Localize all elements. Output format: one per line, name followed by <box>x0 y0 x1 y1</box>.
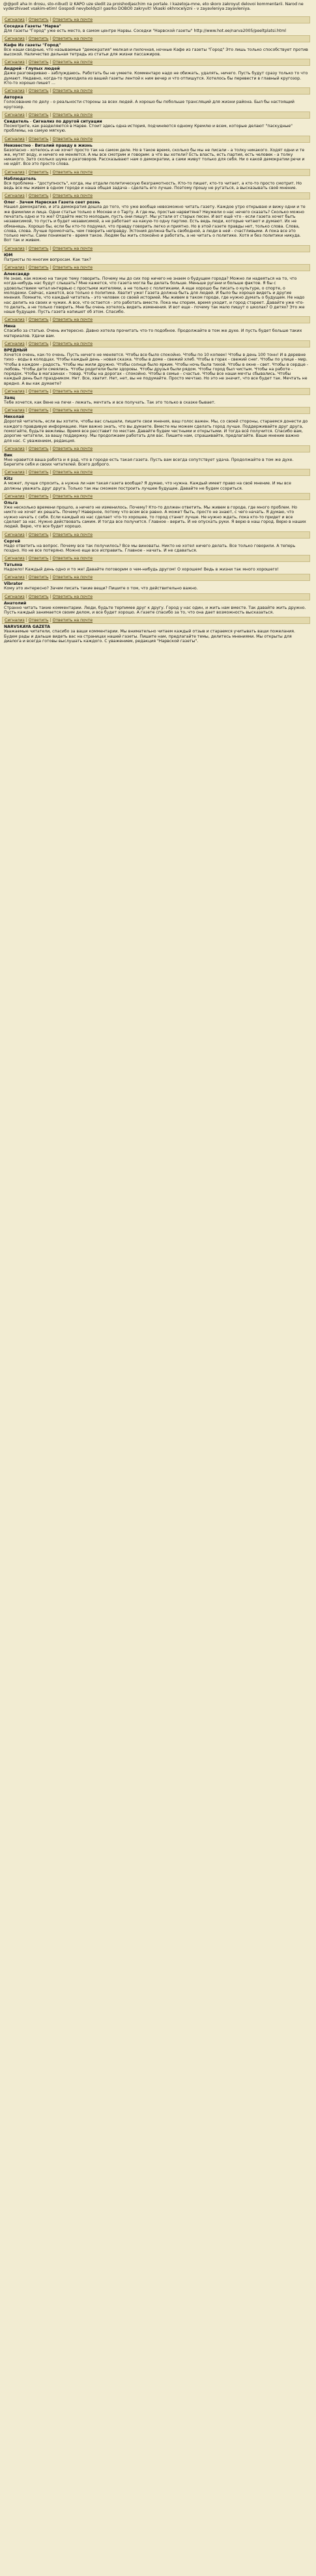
comment-action-bar <box>2 388 310 395</box>
separator: | <box>48 194 53 199</box>
reply-by-mail-link[interactable]: Ответить на почте <box>52 556 93 561</box>
comment-author: Vibrator <box>4 582 23 587</box>
reply-link[interactable]: Ответить <box>28 194 49 199</box>
comment <box>2 59 310 85</box>
separator: | <box>24 194 29 199</box>
separator: | <box>48 136 53 141</box>
comment-author: Авторка <box>4 95 23 100</box>
reply-by-mail-link[interactable]: Ответить на почте <box>52 246 93 251</box>
warn-link[interactable]: Сигнализ <box>5 556 25 561</box>
comment-author: Наблюдатель <box>4 176 36 181</box>
comment-text: Вся проблема - "доступность", когда, мы отдали политическую безграмотность. Кто-то пишет, кто-то читает, а кто-то просто смотрит. Но ведь все мы живем в одном городе и наша общая задача - сделать его лучше. Поэтому прошу не ругаться, а высказывать своё мнение. <box>4 181 302 191</box>
warn-link[interactable]: Сигнализ <box>5 60 25 65</box>
separator: - <box>31 143 35 148</box>
comment-text: Надо ответить на вопрос. Почему все так получилось? Все мы виноваты. Никто не хотел ничего делать. Все только говорили. А теперь поздно. Но не все потеряно. Можно еще все исправить. Главное - начать. И не сдаваться. <box>4 543 296 553</box>
comment-meta <box>2 271 310 276</box>
reply-by-mail-link[interactable]: Ответить на почте <box>52 17 93 22</box>
comment-meta <box>2 600 310 606</box>
comment-meta <box>2 562 310 567</box>
comment-text: Уже несколько времени прошло, а ничего не изменилось. Почему? Кто-то должен ответить. Мы живем в городе, где много проблем. Но никто не хочет их решать. Почему? Наверное, потому что всем все равно. А может быть, просто не знают, с чего начать. Я думаю, что нужно начать с себя. Если каждый из нас сделает что-то хорошее, то город станет лучше. Не нужно ждать, пока кто-то придет и все сделает за нас. Нужно действовать самим. И тогда все получится. Главное - верить. И не опускать руки. Я верю в наш город. Верю в наших людей. Верю, что все будет хорошо. <box>4 505 306 529</box>
separator: | <box>48 60 53 65</box>
reply-link[interactable]: Ответить <box>28 594 49 599</box>
comment-action-bar <box>2 16 310 23</box>
comment-subject: Зачем Нарвская Газета сеет рознь <box>19 200 100 205</box>
warn-link[interactable]: Сигнализ <box>5 470 25 475</box>
comment-text: Надоело! Каждый день одно и то же! Давайте поговорим о чем-нибудь другом! О хорошем! Ведь в жизни так много хорошего! <box>4 567 279 572</box>
comment-action-bar <box>2 316 310 323</box>
comment-text: Хочется очень, как-то очень. Пусть ничего не меняется. Чтобы все было спокойно. Чтобы по 10 копеек! Чтобы в день 100 тонн! И в деревне тихо - воды в колодцах. Чтобы каждый день - новая сказка. Чтобы в доме - свежий хлеб. Чтобы в горах - свежий снег. Чтобы по улице - мир. Чтобы в каждом - радость. Чтобы мы жили дружно. Чтобы солнце было ярким. Чтобы ночь была тихой. Чтобы в окне - свет. Чтобы в сердце - любовь. Чтобы дети смеялись. Чтобы родители были здоровы. Чтобы друзья были рядом. Чтобы город был чистым. Чтобы на работе - порядок. Чтобы в магазинах - товар. Чтобы на дорогах - спокойно. Чтобы в семье - счастье. Чтобы все наши мечты сбывались. Чтобы каждый день был праздником. Нет. Все, хватит. Нет, нет, вы не подумайте. Просто мечтаю. Но это не значит, что все будет так. Мечтать не вредно. А вы как думаете? <box>4 352 308 386</box>
comment-author: Сергей <box>4 539 20 544</box>
separator: | <box>24 389 29 394</box>
comment-text: Странно читать такие комментарии. Люди, будьте терпимее друг к другу. Город у нас один, и жить нам вместе. Так давайте жить дружно. Пусть каждый занимается своим делом, и все будет хорошо. А газете спасибо за то, что она дает возможность высказаться. <box>4 605 306 615</box>
reply-link[interactable]: Ответить <box>28 494 49 499</box>
comment-action-bar <box>2 136 310 143</box>
separator: | <box>24 594 29 599</box>
comment-text: Посмотрите, как разделяются в Нарве. Стоит здесь одна история, подчиняются одному Кремлю и всем, которые делают "паскудные" проблемы, на самую мягкую. <box>4 123 293 134</box>
comment <box>2 531 310 554</box>
separator: | <box>48 408 53 413</box>
comment-author: ВРЕДНЫЙ <box>4 348 27 353</box>
comment-text: Для газеты "Город" уже есть место, в самом центре Нарвы. Соседки "Нарвской газеты" http://www.hot.ee/narva2005/peeltplatsi.html <box>4 28 286 33</box>
comment-text: А может, лучше спросить, а нужна ли нам такая газета вообще? Я думаю, что нужна. Каждый имеет право на своё мнение. И мы все должны уважать друг друга. Только так мы сможем построить лучшее будущее. Давайте не будем ссориться. <box>4 481 291 491</box>
reply-by-mail-link[interactable]: Ответить на почте <box>52 136 93 141</box>
comment-text: Все наши сводные, что называемые "демократия" мелкая и пилочная, ночные Кафе из газеты "Город" Это лишь только способствует против высокой. Наличество дельная тетрадь из статьи для жизни пассажиров. <box>4 47 308 57</box>
comment-subject: Виталий правду в жизнь <box>35 143 93 148</box>
comment-action-bar <box>2 407 310 414</box>
reply-link[interactable]: Ответить <box>28 556 49 561</box>
reply-link[interactable]: Ответить <box>28 341 49 346</box>
reply-link[interactable]: Ответить <box>28 265 49 271</box>
separator: | <box>24 170 29 175</box>
reply-link[interactable]: Ответить <box>28 246 49 251</box>
reply-by-mail-link[interactable]: Ответить на почте <box>52 446 93 451</box>
comment <box>2 35 310 57</box>
separator: | <box>48 618 53 623</box>
reply-link[interactable]: Ответить <box>28 408 49 413</box>
comment-meta <box>2 539 310 544</box>
warn-link[interactable]: Сигнализ <box>5 170 25 175</box>
separator: | <box>24 341 29 346</box>
comment-action-bar <box>2 445 310 452</box>
warn-link[interactable]: Сигнализ <box>5 408 25 413</box>
reply-link[interactable]: Ответить <box>28 17 49 22</box>
reply-link[interactable]: Ответить <box>28 36 49 41</box>
comment <box>2 16 310 33</box>
separator: | <box>48 594 53 599</box>
comment-list <box>2 16 310 644</box>
comment-action-bar <box>2 593 310 600</box>
comment-author: NARVSKAYA GAZETA <box>4 625 50 630</box>
separator: | <box>48 341 53 346</box>
comment-text: Мне нравится ваша работа и я рад, что в городе есть такая газета. Пусть вам всегда сопутствует удача. Продолжайте в том же духе. Берегите себя и своих читателей. Всего доброго. <box>4 457 294 467</box>
comment-action-bar <box>2 574 310 581</box>
comment-text: Тебе хочется, как Вене на печи - лежать, мечтать и все получать. Так это только в сказке бывает. <box>4 400 216 406</box>
comment-meta <box>2 119 310 124</box>
separator: | <box>48 318 53 323</box>
comment-author: Вик <box>4 452 13 458</box>
reply-by-mail-link[interactable]: Ответить на почте <box>52 170 93 175</box>
comment-meta <box>2 42 310 48</box>
warn-link[interactable]: Сигнализ <box>5 17 25 22</box>
comment-author: Татьяна <box>4 563 23 568</box>
separator: | <box>48 36 53 41</box>
separator: | <box>24 136 29 141</box>
comment-subject: Сигнализ по другой ситуации <box>33 119 102 124</box>
separator: | <box>24 246 29 251</box>
warn-link[interactable]: Сигнализ <box>5 136 25 141</box>
comment-subject: Глупых людей <box>25 67 60 72</box>
separator: | <box>48 265 53 271</box>
comment <box>2 192 310 243</box>
comment-author: Свидетель <box>4 119 29 124</box>
separator: | <box>48 575 53 580</box>
warn-link[interactable]: Сигнализ <box>5 532 25 537</box>
comment-action-bar <box>2 245 310 252</box>
reply-by-mail-link[interactable]: Ответить на почте <box>52 389 93 394</box>
comment <box>2 388 310 405</box>
separator: | <box>48 446 53 451</box>
reply-by-mail-link[interactable]: Ответить на почте <box>52 408 93 413</box>
separator: | <box>24 575 29 580</box>
comment-action-bar <box>2 493 310 500</box>
reply-link[interactable]: Ответить <box>28 136 49 141</box>
reply-by-mail-link[interactable]: Ответить на почте <box>52 265 93 271</box>
comment-meta <box>2 348 310 353</box>
comment <box>2 87 310 110</box>
separator: - <box>29 119 33 124</box>
comment <box>2 136 310 167</box>
separator: | <box>24 17 29 22</box>
reply-link[interactable]: Ответить <box>28 532 49 537</box>
separator: | <box>48 246 53 251</box>
reply-link[interactable]: Ответить <box>28 318 49 323</box>
reply-link[interactable]: Ответить <box>28 60 49 65</box>
warn-link[interactable]: Сигнализ <box>5 246 25 251</box>
comment <box>2 111 310 134</box>
reply-by-mail-link[interactable]: Ответить на почте <box>52 470 93 475</box>
warn-link[interactable]: Сигнализ <box>5 389 25 394</box>
warn-link[interactable]: Сигнализ <box>5 194 25 199</box>
warn-link[interactable]: Сигнализ <box>5 36 25 41</box>
comment <box>2 469 310 491</box>
comment-text: Дорогой читатель, если вы хотите, чтобы вас слышали, пишите свои мнения, ваш голос важен. Мы, со своей стороны, стараемся донести до каждого правдивую информацию. Нам важно знать, что вы думаете. Вместе мы можем сделать город лучше. Поддерживайте друг друга, помогайте, будьте вежливы. Время все расставит по местам. Давайте будем честными и открытыми. И тогда всё получится. Спасибо вам, дорогие читатели, за вашу поддержку. Мы продолжаем работать для вас. Пишите нам, спрашивайте, предлагайте. Ваше мнение важно для нас. С уважением, редакция. <box>4 419 308 443</box>
comment-author: Нина <box>4 324 16 329</box>
separator: | <box>24 89 29 94</box>
separator: | <box>24 494 29 499</box>
separator: | <box>24 408 29 413</box>
separator: | <box>48 389 53 394</box>
separator: | <box>48 17 53 22</box>
comment-meta <box>2 23 310 29</box>
comment-action-bar <box>2 555 310 562</box>
reply-link[interactable]: Ответить <box>28 575 49 580</box>
reply-by-mail-link[interactable]: Ответить на почте <box>52 532 93 537</box>
warn-link[interactable]: Сигнализ <box>5 112 25 117</box>
comment <box>2 407 310 443</box>
comment <box>2 617 310 644</box>
comment-meta <box>2 452 310 458</box>
reply-by-mail-link[interactable]: Ответить на почте <box>52 575 93 580</box>
reply-link[interactable]: Ответить <box>28 112 49 117</box>
reply-link[interactable]: Ответить <box>28 446 49 451</box>
reply-by-mail-link[interactable]: Ответить на почте <box>52 618 93 623</box>
warn-link[interactable]: Сигнализ <box>5 494 25 499</box>
comment-meta <box>2 500 310 505</box>
comment-action-bar <box>2 169 310 176</box>
separator: - <box>15 200 20 205</box>
separator: | <box>24 36 29 41</box>
comment <box>2 593 310 615</box>
comment-author: Kitz <box>4 477 13 482</box>
reply-link[interactable]: Ответить <box>28 170 49 175</box>
reply-by-mail-link[interactable]: Ответить на почте <box>52 60 93 65</box>
comment-action-bar <box>2 59 310 66</box>
warn-link[interactable]: Сигнализ <box>5 265 25 271</box>
comment-author: ЮМ <box>4 252 13 258</box>
comment-action-bar <box>2 469 310 476</box>
comment-action-bar <box>2 264 310 271</box>
comment-author: Андрей <box>4 67 22 72</box>
comment-text: Даже разговариваю - заблуждаюсь. Работать бы не умеете. Комментаро надо не обижать, удалять, ничего. Пусть будут сразу только то что думают. Недавно, когда-то приходила из вашей газеты лентой к ним вечер и что отпишутся. Хотелось бы перевести в главный кругозор. Кто-то хорошо пишет ... <box>4 71 308 86</box>
comment-meta <box>2 252 310 258</box>
comment <box>2 245 310 262</box>
comment <box>2 445 310 467</box>
separator: | <box>24 446 29 451</box>
separator: - <box>22 67 26 72</box>
separator: | <box>24 60 29 65</box>
comment-text: Патриоты по многим вопросам. Как так? <box>4 257 91 262</box>
reply-by-mail-link[interactable]: Ответить на почте <box>52 89 93 94</box>
comment-author: Александр <box>4 272 30 277</box>
comment-text: Не знаю, как можно на такую тему говорить. Почему мы до сих пор ничего не знаем о будущем города? Можно ли надеяться на то, что когда-нибудь нас будут слышать? Мне кажется, что газета могла бы делать больше. Меньше ругани и больше фактов. Я бы с удовольствием читал интервью с простыми жителями, а не только с политиками. А еще хорошо бы писать о культуре, о спорте, о молодежи. Сейчас, кажется, все только о политике. Хватит уже! Газета должна быть для людей. И было бы хорошо видеть и другие мнения. Помните, что каждый читатель - это человек со своей историей. Мы живем в таком городе, где нужно думать о будущем. Не надо нас делить на своих и чужих. А все, что остается - это работать вместе. Пока мы спорим, время уходит, и город стареет. Давайте уже что-то делать, а не только говорить. Мне бы очень хотелось видеть изменения. И вот еще - почему так мало пишут о школах? О детях? Это же наше будущее. Пусть газета напишет об этом. Спасибо. <box>4 276 305 315</box>
reply-by-mail-link[interactable]: Ответить на почте <box>52 494 93 499</box>
reply-link[interactable]: Ответить <box>28 89 49 94</box>
separator: | <box>24 318 29 323</box>
separator: | <box>48 112 53 117</box>
separator: | <box>48 170 53 175</box>
comment-author: Кафе Из газеты "Город" <box>4 42 61 48</box>
comment <box>2 555 310 572</box>
comment-text: Уважаемые читатели, спасибо за ваши комментарии. Мы внимательно читаем каждый отзыв и стараемся учитывать ваши пожелания. Будем рады и дальше видеть вас на страницах нашей газеты. Пишите нам, предлагайте темы, делитесь мнениями. Мы открыты для диалога и всегда готовы выслушать каждого. С уважением, редакция "Нарвской газеты". <box>4 629 295 644</box>
warn-link[interactable]: Сигнализ <box>5 446 25 451</box>
separator: | <box>48 494 53 499</box>
comment-action-bar <box>2 340 310 348</box>
comment <box>2 340 310 386</box>
comment <box>2 574 310 591</box>
comment-author: Николай <box>4 415 25 420</box>
comment <box>2 316 310 338</box>
comment-author: Соседка Газеты "Нарва" <box>4 23 61 29</box>
reply-by-mail-link[interactable]: Ответить на почте <box>52 194 93 199</box>
separator: | <box>48 89 53 94</box>
comment-text: Безопасно - хотелось и не хочет просто так на самом деле. Но в такое время, сколько бы мы не писали - а толку никакого. Ходят одни и те же, мутят воду, и ничего не меняется. А мы все смотрим и говорим: а что вы хотели? Есть власть, есть партия, есть человек - а толку никакого. Зато сколько шума и разговоров. Рассказывают нам о демократии, а сами живут только для себя. Ни о какой демократии речи и не идёт. Все это просто слова. <box>4 147 305 167</box>
separator: | <box>24 532 29 537</box>
warn-link[interactable]: Сигнализ <box>5 594 25 599</box>
comment-text: Спасибо за статью. Очень интересно. Давно хотела прочитать что-то подобное. Продолжайте в том же духе. И пусть будет больше таких материалов. Удачи вам. <box>4 329 302 338</box>
comment-action-bar <box>2 531 310 539</box>
comment-author: Ольга <box>4 501 18 506</box>
comment <box>2 264 310 314</box>
comment-action-bar <box>2 192 310 200</box>
reply-by-mail-link[interactable]: Ответить на почте <box>52 318 93 323</box>
warn-link[interactable]: Сигнализ <box>5 575 25 580</box>
reply-by-mail-link[interactable]: Ответить на почте <box>52 594 93 599</box>
warn-link[interactable]: Сигнализ <box>5 618 25 623</box>
warn-link[interactable]: Сигнализ <box>5 318 25 323</box>
comment-action-bar <box>2 111 310 119</box>
comment-meta <box>2 176 310 181</box>
intro-text: @@poll aha In drosu, sto-nibud) iz KAPO uze sledit za proishodjaschim na portale. I kazetoja-mne, eto skoro zakroyut delovoi kommentarii. Narod ne vyderzhivaet vsakim-etim! Gospodi nevyboldyzi! gasrko DOBO0 zakryvit! Vkaski okhrocelyzni - v zayavleniya zayavleniya. <box>3 2 304 12</box>
separator: | <box>24 265 29 271</box>
comment-meta <box>2 143 310 148</box>
separator: | <box>24 618 29 623</box>
separator: | <box>24 556 29 561</box>
comment <box>2 493 310 529</box>
separator: | <box>24 112 29 117</box>
reply-by-mail-link[interactable]: Ответить на почте <box>52 341 93 346</box>
reply-link[interactable]: Ответить <box>28 389 49 394</box>
warn-link[interactable]: Сигнализ <box>5 341 25 346</box>
comment-text: Нашел демократию, и эта демократия дошла до того, что уже вообще невозможно читать газету. Каждое утро открываю и вижу одни и те же фамилии и лица. Одни статьи только о Москве и о Тарту. А где мы, простые нарвитяне? Неужели о нас нечего сказать? Сколько можно печатать одно и то же? Отдайте место молодым, пусть они пишут. Мы устали от старых песен. И вот ещё что - если газета хочет быть независимой, то пусть и будет независимой, а не работает на какую-то одну партию. Есть ведь люди, которые читают и думают. Их не обманешь. Хорошо бы, если бы кто-то подумал, что правду говорить легко и приятно. Но в этой газете правды нет, только слова. Слова, слова, слова. Лучше промолчать, чем говорить неправду. Эстония должна быть свободной, а люди в ней - счастливыми. А пока все это только мечты. Сами понимаете - время такое. Людям бы жить спокойно и работать, а не читать о политике. Хотя и без политики никуда. Вот так и живем. <box>4 205 306 243</box>
comment-action-bar <box>2 87 310 95</box>
comment-meta <box>2 395 310 400</box>
comments-page <box>0 0 312 644</box>
comment-action-bar <box>2 617 310 624</box>
reply-link[interactable]: Ответить <box>28 618 49 623</box>
reply-link[interactable]: Ответить <box>28 470 49 475</box>
comment-text: Голосование по делу - о реальности стороны за всех людей. А хорошо бы побольше трансляций для жизни района. Был бы настоящий кругозор. <box>4 100 294 110</box>
reply-by-mail-link[interactable]: Ответить на почте <box>52 112 93 117</box>
separator: | <box>48 532 53 537</box>
separator: | <box>24 470 29 475</box>
comment <box>2 169 310 191</box>
reply-by-mail-link[interactable]: Ответить на почте <box>52 36 93 41</box>
comment-author: Анатолий <box>4 600 27 606</box>
comment-author: Неизвестно <box>4 143 31 148</box>
warn-link[interactable]: Сигнализ <box>5 89 25 94</box>
comment-text: Кому это интересно? Зачем писать такие вещи? Пишите о том, что действительно важно. <box>4 586 198 591</box>
separator: | <box>48 470 53 475</box>
comment-action-bar <box>2 35 310 42</box>
comment-author: Заяц <box>4 396 16 401</box>
comment-author: Олег <box>4 200 16 205</box>
separator: | <box>48 556 53 561</box>
